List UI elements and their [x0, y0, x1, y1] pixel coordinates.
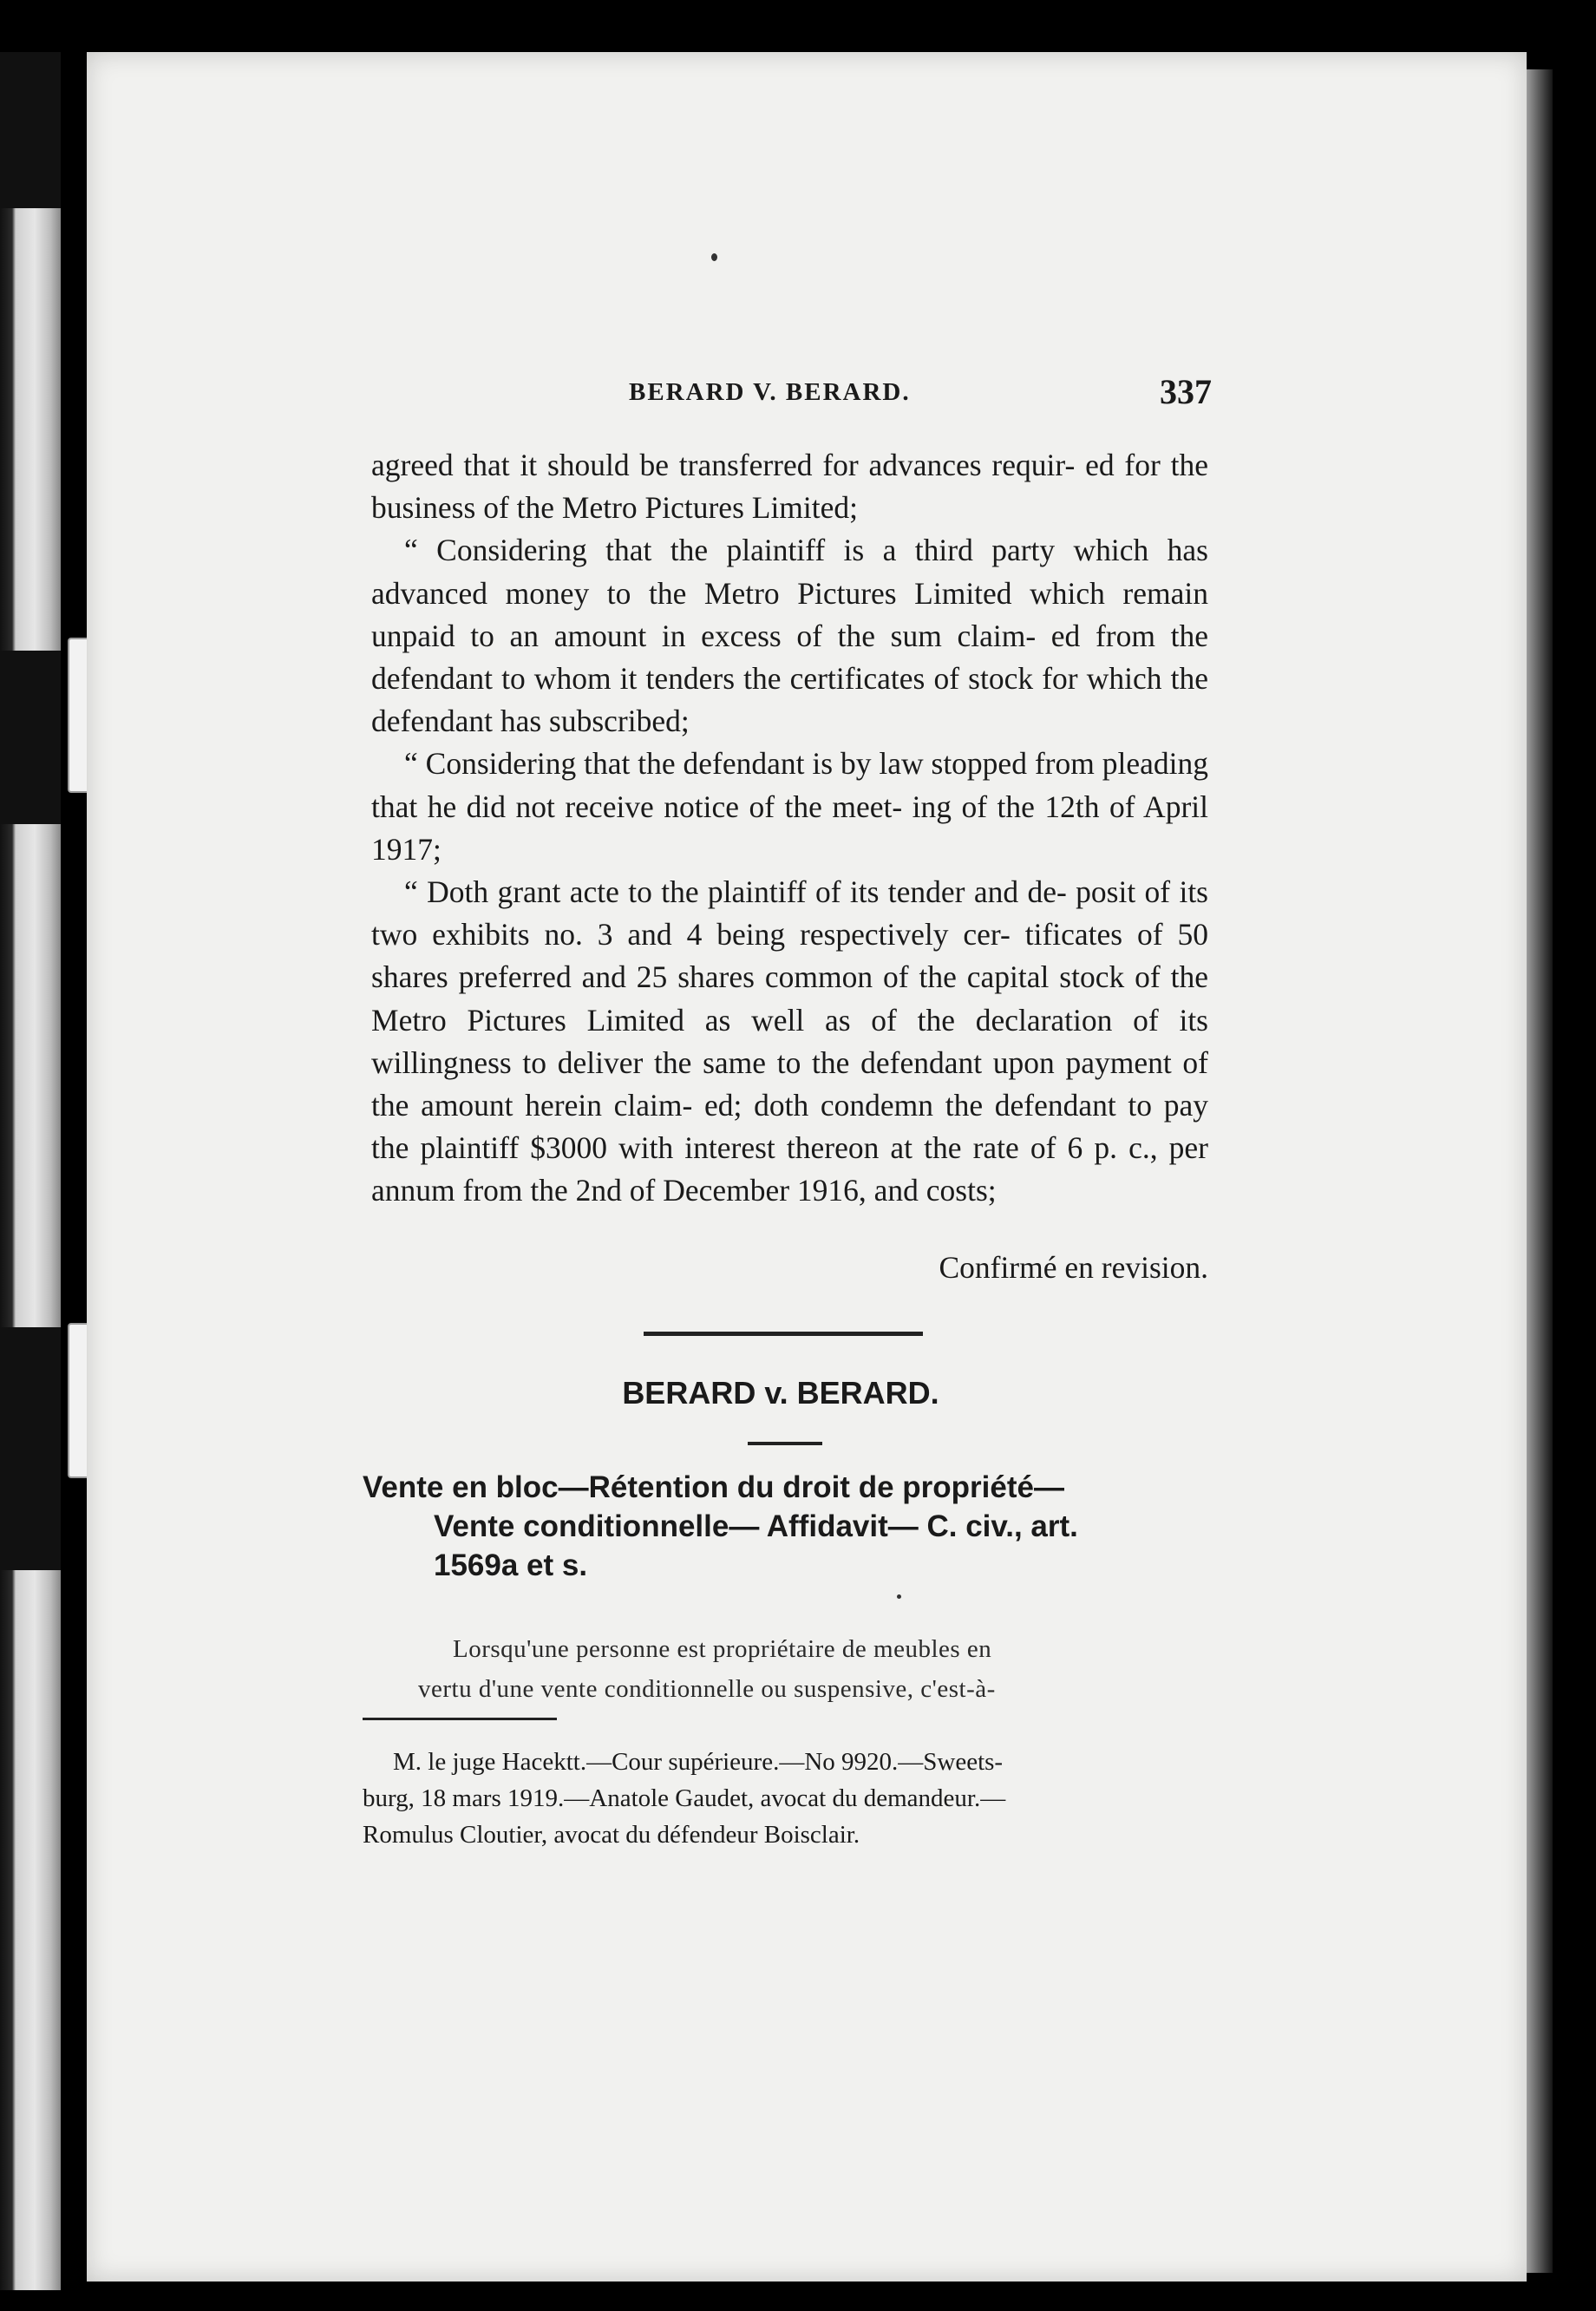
section-rule [644, 1332, 923, 1336]
paper-speck [711, 253, 717, 261]
footnote-line: Romulus Cloutier, avocat du défendeur Boisclair. [363, 1821, 860, 1849]
page-number: 337 [1160, 372, 1212, 411]
footnote-line: burg, 18 mars 1919.—Anatole Gaudet, avocat du demandeur.— [363, 1784, 1006, 1812]
summary [418, 1629, 1195, 1709]
signoff: Confirmé en revision. [939, 1250, 1208, 1285]
body-paragraph: “ Considering that the plaintiff is a third party which has advanced money to the Metro Pictures Limited which remain unpaid to an amount in excess of the sum claim- ed from the defendant to whom it tenders the certificates of stock for which the defendant has subscribed; [371, 533, 1208, 739]
binding-shadow [0, 1327, 61, 1570]
binding-shadow [0, 651, 61, 824]
binding-edge [0, 52, 61, 2290]
body-text [371, 444, 1208, 1213]
summary-line: vertu d'une vente conditionnelle ou suspensive, c'est-à- [418, 1675, 996, 1703]
body-paragraph: agreed that it should be transferred for advances requir- ed for the business of the Metro Pictures Limited; [371, 448, 1208, 526]
body-paragraph: “ Considering that the defendant is by law stopped from pleading that he did not receive notice of the meet- ing of the 12th of April 1917; [371, 746, 1208, 867]
headnote-line: Vente en bloc—Rétention du droit de propriété— [363, 1470, 1064, 1504]
case-title: BERARD v. BERARD. [622, 1375, 939, 1411]
summary-line: Lorsqu'une personne est propriétaire de meubles en [453, 1635, 992, 1663]
headnote-line: 1569a et s. [434, 1548, 588, 1582]
footnote-line: M. le juge Hacektt.—Cour supérieure.—No 9920.—Sweets- [393, 1748, 1004, 1776]
footnote [363, 1744, 1195, 1853]
body-paragraph: “ Doth grant acte to the plaintiff of its tender and de- posit of its two exhibits no. 3 and 4 being respectively cer- tificates of 50 shares preferred and 25 shares common of the capital stock of the Metro Pictures Limited as well as of the declaration of its willingness to deliver the same to the defendant upon payment of the amount herein claim- ed; doth condemn the defendant to pay the plaintiff $3000 with interest thereon at the rate of 6 p. c., per annum from the 2nd of December 1916, and costs; [371, 874, 1208, 1208]
page-edge-shadow [1527, 69, 1553, 2273]
binding-shadow [0, 52, 61, 208]
footnote-rule [363, 1718, 557, 1720]
title-rule [748, 1442, 822, 1445]
headnote-line: Vente conditionnelle— Affidavit— C. civ., art. [434, 1509, 1078, 1543]
running-head-title: BERARD V. BERARD. [629, 378, 911, 406]
paper-speck [897, 1594, 901, 1599]
headnote [363, 1468, 1195, 1585]
running-head [629, 372, 1212, 418]
